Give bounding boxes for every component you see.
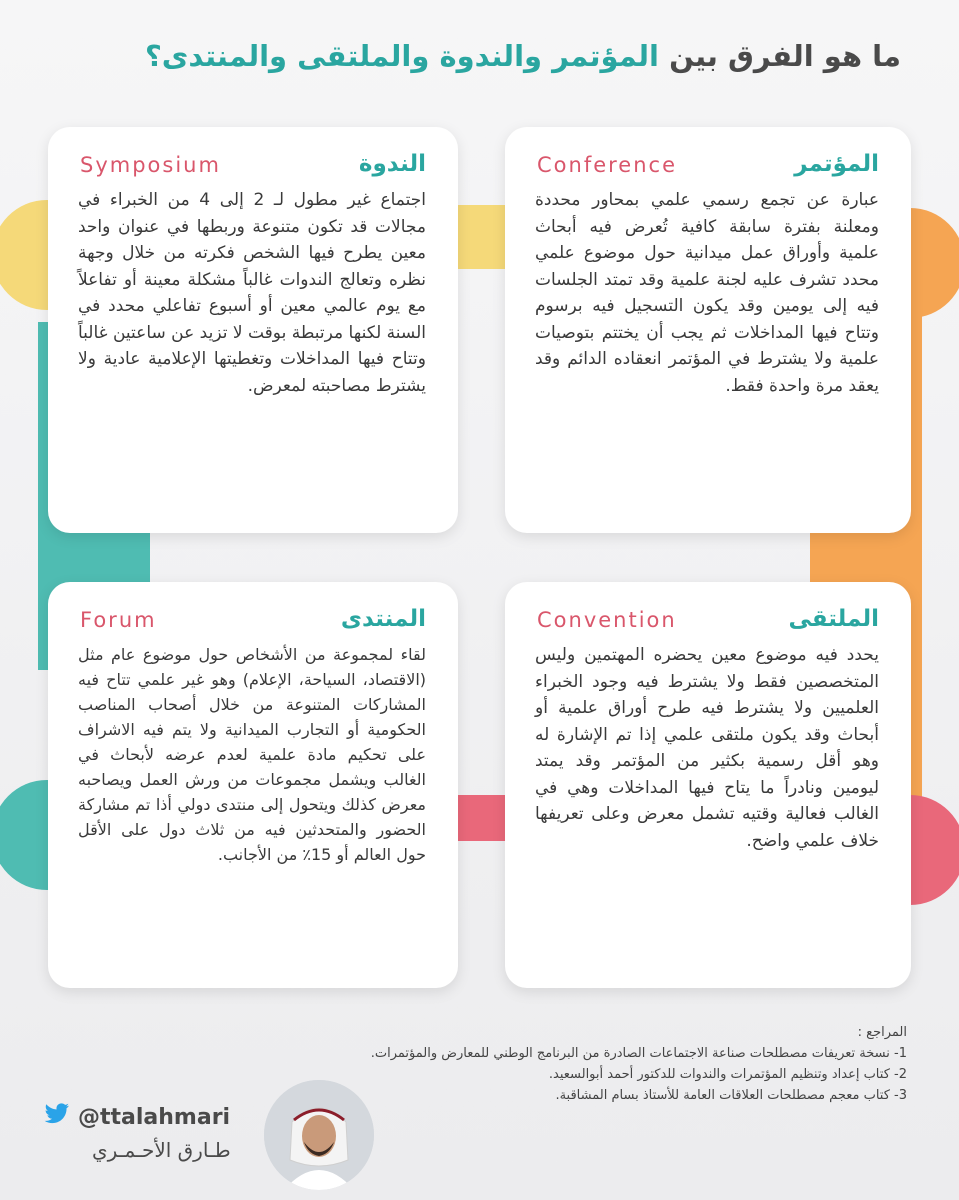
references-heading: المراجع : <box>857 1025 907 1040</box>
title-suffix: ؟ <box>144 39 162 73</box>
card-title-en: Symposium <box>80 153 221 177</box>
card-title-ar: الندوة <box>358 151 426 177</box>
card-text: يحدد فيه موضوع معين يحضره المهتمين وليس المتخصصين فقط ولا يشترط فيه وجود الخبراء العلميين ولا يشترط فيه طرح أوراق علمية أو أبحاث وقد يكون ملتقى علمي إذا تم الإشارة له وهو أقل رسمية بكثير من المؤتمر وقد يمتد ليومين ونادراً ما يتاح فيها المداخلات وهي في الغالب فعالية وقتيه تشمل معرض وعلى تعريفها خلاف علمي واضح. <box>535 645 879 851</box>
card-title-ar: المنتدى <box>340 606 426 632</box>
card-text: عبارة عن تجمع رسمي علمي بمحاور محددة ومعلنة بفترة سابقة كافية تُعرض فيه أبحاث علمية وأوراق عمل ميدانية حول موضوع علمي محدد تشرف عليه لجنة علمية وقد تمتد الجلسات فيه إلى يومين وقد يكون التسجيل فيه برسوم وتتاح فيها المداخلات ثم يجب أن يختتم بتوصيات علمية ولا يشترط في المؤتمر انعقاده الدائم وقد يعقد مرة واحدة فقط. <box>535 190 879 396</box>
title-prefix: ما هو الفرق بين <box>669 39 901 73</box>
references <box>147 1022 907 1106</box>
handle-text: @ttalahmari <box>78 1104 231 1130</box>
avatar <box>264 1080 374 1190</box>
card-header <box>80 606 426 638</box>
reference-item: 1- نسخة تعريفات مصطلحات صناعة الاجتماعات الصادرة من البرنامج الوطني للمعارض والمؤتمرات. <box>370 1046 907 1061</box>
card-title-en: Conference <box>537 153 678 177</box>
forum-card <box>48 582 458 988</box>
card-header <box>80 151 426 183</box>
card-header <box>537 606 879 638</box>
card-header <box>537 151 879 183</box>
twitter-icon <box>44 1103 70 1131</box>
page-title <box>41 38 901 76</box>
reference-item: 3- كتاب معجم مصطلحات العلاقات العامة للأستاذ بسام المشاقبة. <box>555 1088 907 1103</box>
card-text: اجتماع غير مطول لـ 2 إلى 4 من الخبراء في مجالات قد تكون متنوعة وربطها في عنوان واحد معين يطرح فيها الشخص فكرته من خلال وجهة نظره وتعالج الندوات غالباً مشكلة معينة أو تفاعلاً مع يوم عالمي معين أو أسبوع تفاعلي محدد في السنة لكنها مرتبطة بوقت لا تزيد عن ساعتين غالباً وتتاح فيها المداخلات وتغطيتها الإعلامية عادية ولا يشترط مصاحبته لمعرض. <box>78 190 426 396</box>
social-handle[interactable] <box>44 1103 230 1131</box>
convention-card <box>505 582 911 988</box>
author-name: طـارق الأحـمـري <box>92 1138 231 1162</box>
card-title-en: Convention <box>537 608 677 632</box>
card-title-ar: الملتقى <box>788 606 879 632</box>
symposium-card <box>48 127 458 533</box>
reference-item: 2- كتاب إعداد وتنظيم المؤتمرات والندوات للدكتور أحمد أبوالسعيد. <box>548 1067 907 1082</box>
conference-card <box>505 127 911 533</box>
card-text: لقاء لمجموعة من الأشخاص حول موضوع عام مثل (الاقتصاد، السياحة، الإعلام) وهو غير علمي تتاح فيه المشاركات المتنوعة من خلال أصحاب المناصب الحكومية أو التجارب الميدانية ولا يتم فيه الاشراف على تحكيم مادة علمية لعدم عرضه لأبحاث في الغالب ويشمل مجموعات من ورش العمل ويصاحبه معرض كذلك ويتحول إلى منتدى دولي أذا تم مشاركة الحضور والمتحدثين فيه من ثلاث دول على الأقل حول العالم أو 15٪ من الأجانب. <box>78 645 426 864</box>
card-title-ar: المؤتمر <box>794 151 879 177</box>
title-highlight: المؤتمر والندوة والملتقى والمنتدى <box>161 39 659 73</box>
card-title-en: Forum <box>80 608 157 632</box>
avatar-illustration <box>264 1080 374 1190</box>
